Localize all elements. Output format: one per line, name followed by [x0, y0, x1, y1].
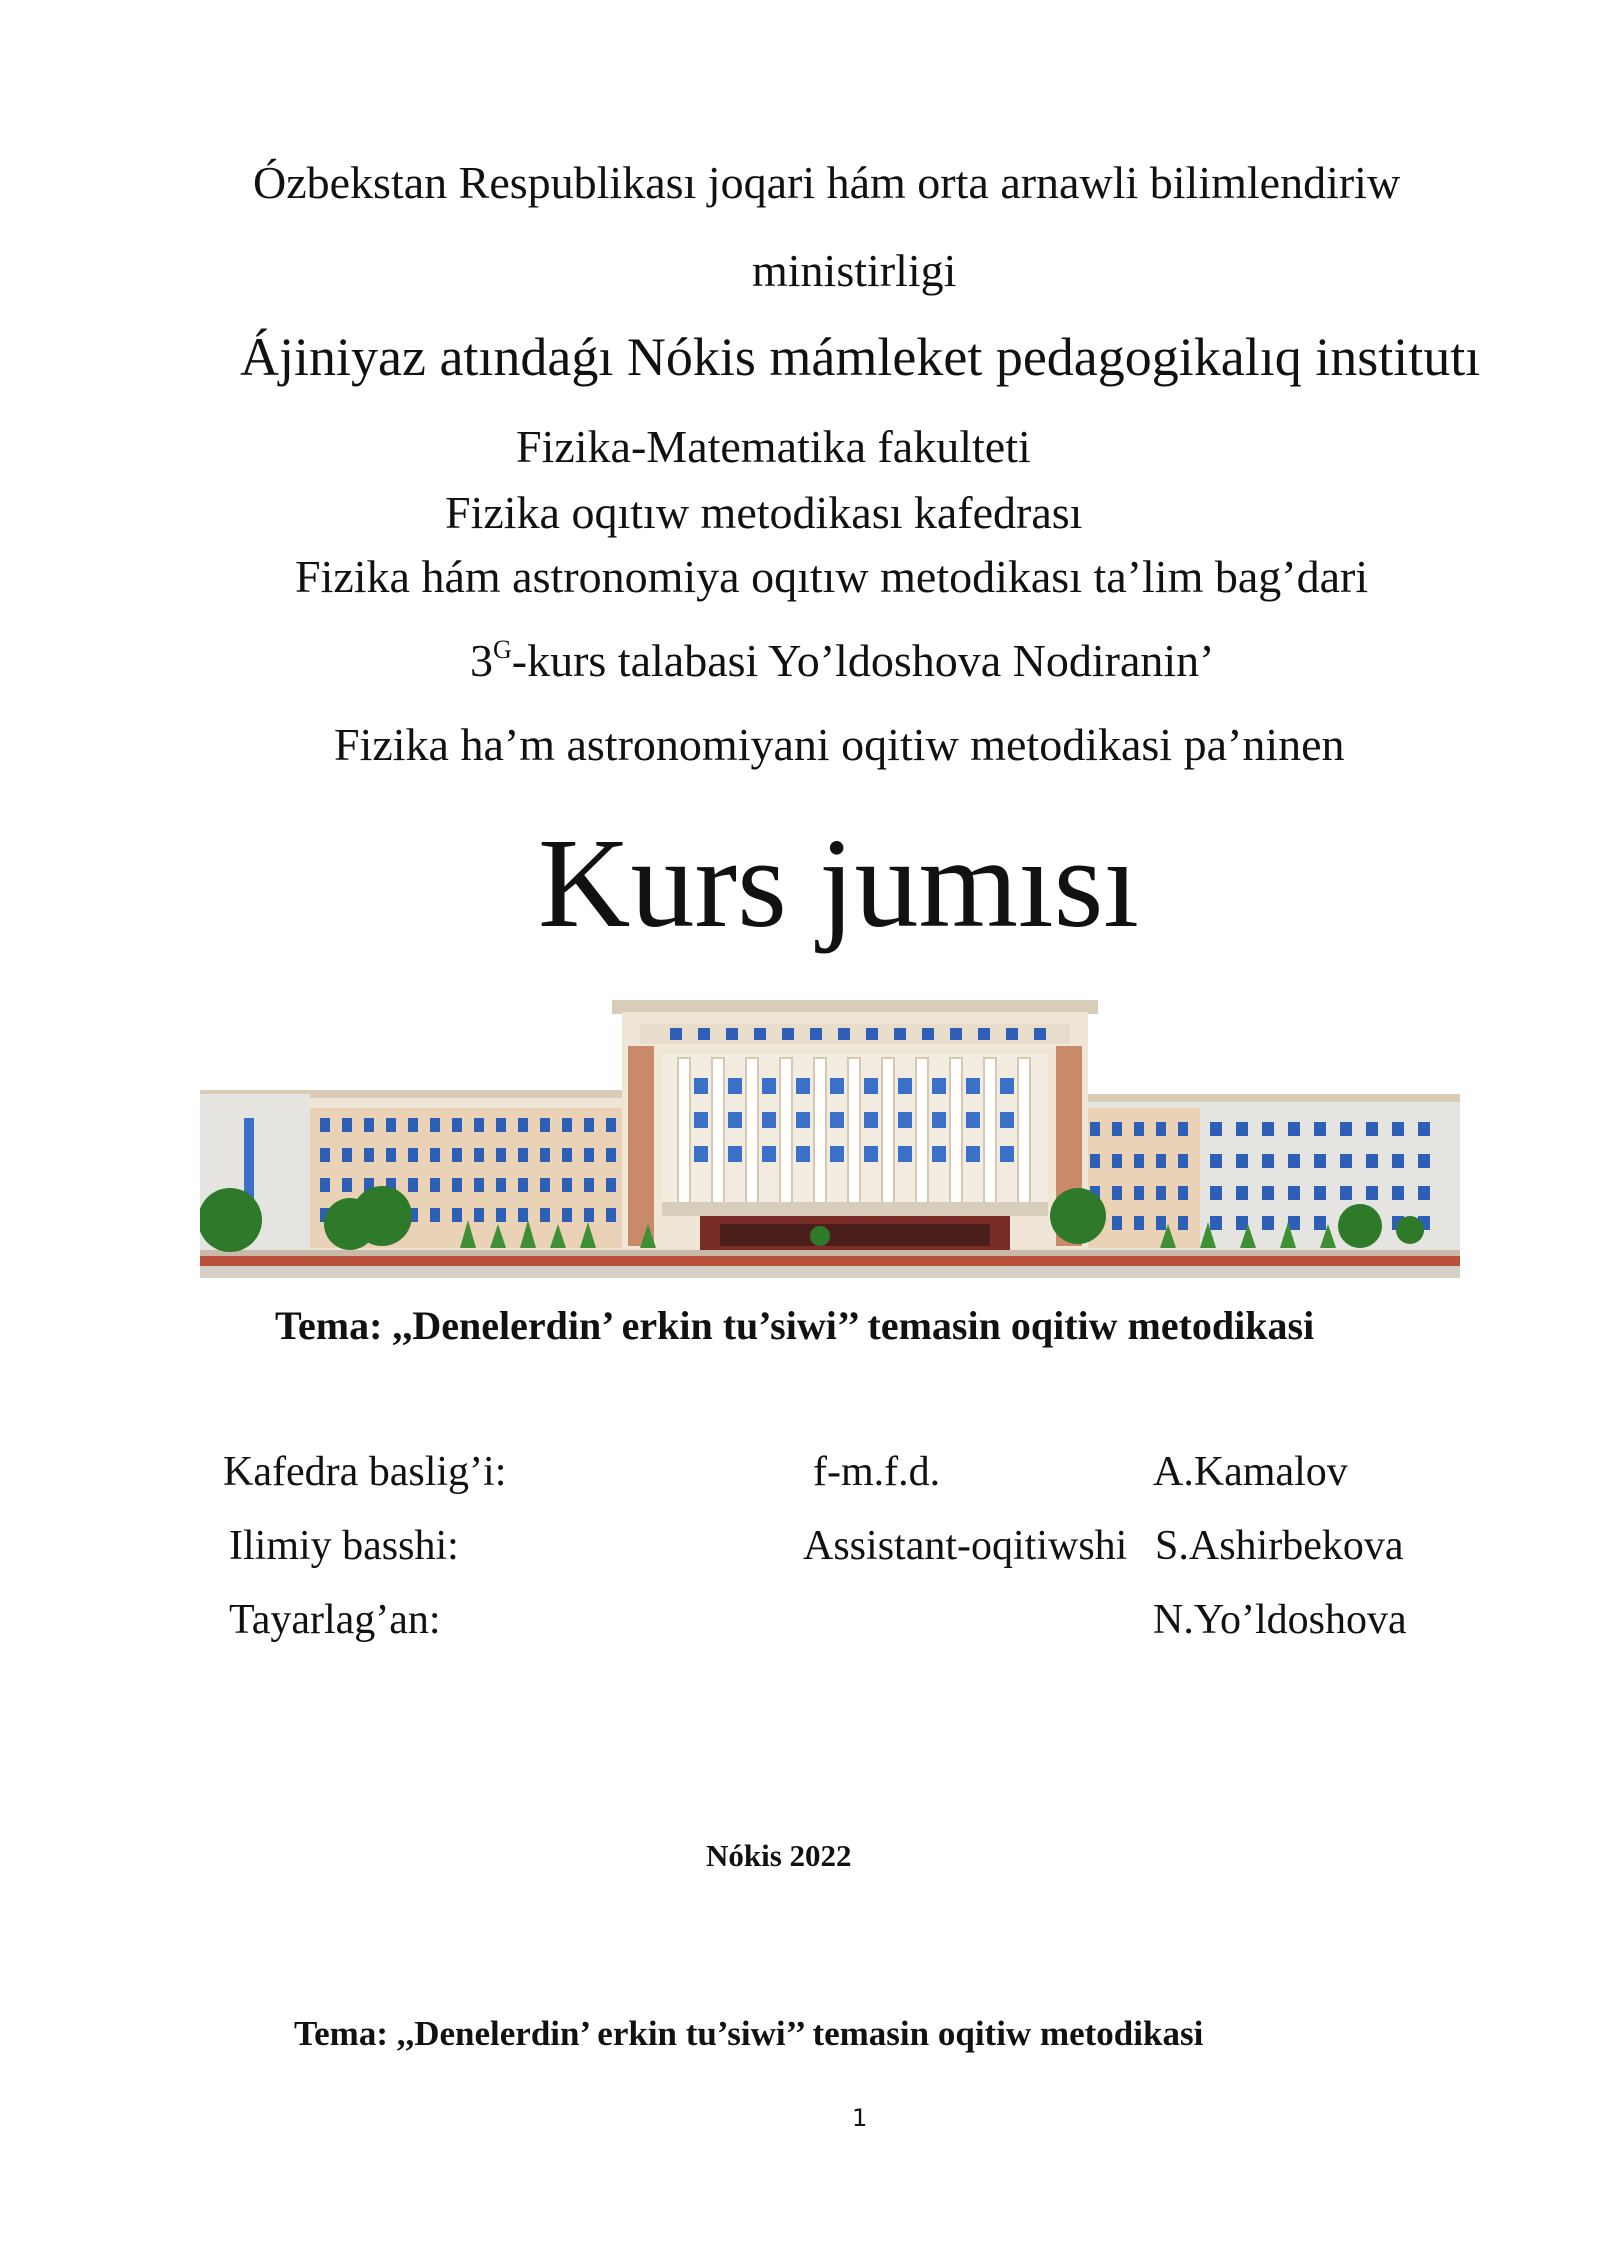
- student-line: [470, 634, 1214, 687]
- faculty-name: Fizika-Matematika fakulteti: [516, 421, 1031, 472]
- signature-name: N.Yo’ldoshova: [1153, 1597, 1407, 1643]
- ministry-line-2: ministirligi: [752, 245, 957, 296]
- document-title: Kurs jumısı: [538, 812, 1139, 954]
- student-text: -kurs talabasi Yo’ldoshova Nodiranin’: [511, 635, 1215, 686]
- direction-name: Fizika hám astronomiya oqıtıw metodikası ta’lim bag’dari: [295, 551, 1369, 602]
- signature-position: f-m.f.d.: [813, 1449, 941, 1495]
- signature-position: Assistant-oqitiwshi: [803, 1523, 1128, 1569]
- subject-line: Fizika ha’m astronomiyani oqitiw metodikasi pa’ninen: [334, 719, 1345, 770]
- institute-building-image: [200, 998, 1460, 1278]
- signature-role: Tayarlag’an:: [229, 1597, 441, 1643]
- signature-role: Kafedra baslig’i:: [223, 1449, 507, 1495]
- course-number: 3: [470, 635, 493, 686]
- institute-name: Ájiniyaz atındaǵı Nókis mámleket pedagogikalıq institutı: [240, 327, 1481, 387]
- signature-role: Ilimiy basshi:: [229, 1523, 459, 1569]
- signature-name: S.Ashirbekova: [1155, 1523, 1404, 1569]
- topic-repeat: Tema: ,,Denelerdin’ erkin tu’siwi’’ temasin oqitiw metodikasi: [294, 2014, 1204, 2053]
- signature-name: A.Kamalov: [1153, 1449, 1348, 1495]
- city-year: Nókis 2022: [706, 1838, 852, 1873]
- group-letter: G: [493, 635, 512, 664]
- kafedra-name: Fizika oqıtıw metodikası kafedrası: [445, 487, 1083, 538]
- page-number: 1: [852, 2104, 868, 2132]
- topic-title: Tema: ,,Denelerdin’ erkin tu’siwi’’ temasin oqitiw metodikasi: [275, 1303, 1315, 1348]
- ministry-line-1: Ózbekstan Respublikası joqari hám orta arnawli bilimlendiriw: [253, 157, 1401, 208]
